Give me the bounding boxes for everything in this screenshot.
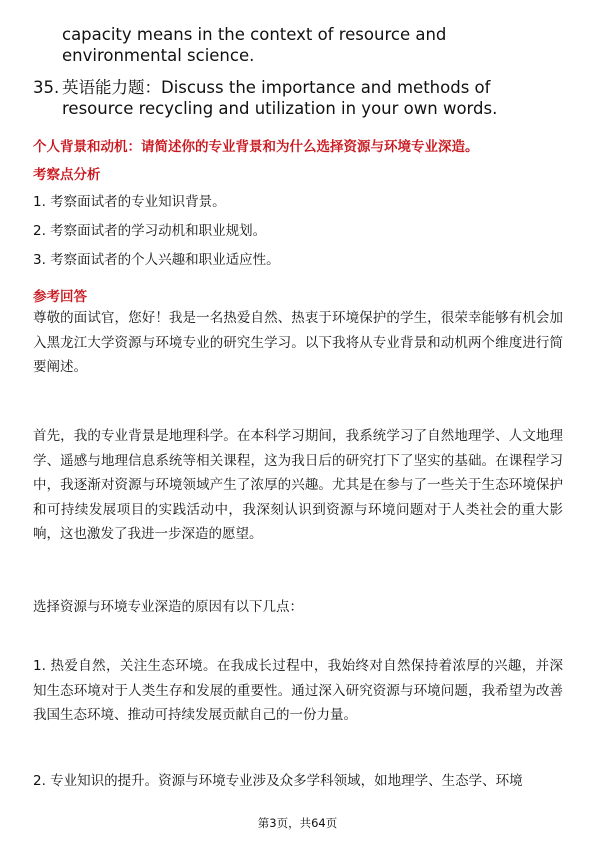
answer-paragraph-3: 选择资源与环境专业深造的原因有以下几点：	[33, 599, 303, 615]
question-35-number: 35.	[33, 78, 60, 97]
page-footer: 第3页，共64页	[257, 816, 338, 830]
answer-paragraph-5: 2. 专业知识的提升。资源与环境专业涉及众多学科领域，如地理学、生态学、环境	[33, 773, 523, 789]
analysis-item-1: 1. 考察面试者的专业知识背景。	[33, 194, 226, 210]
question-heading: 个人背景和动机：请简述你的专业背景和为什么选择资源与环境专业深造。	[33, 139, 479, 155]
analysis-heading: 考察点分析	[33, 167, 101, 183]
answer-paragraph-4: 1. 热爱自然，关注生态环境。在我成长过程中，我始终对自然保持着浓厚的兴趣，并深知生态环境对于人类生存和发展的重要性。通过深入研究资源与环境问题，我希望为改善我国生态环境、推动可持续发展贡献自己的一份力量。	[33, 658, 563, 723]
question-35-text: 英语能力题：Discuss the importance and methods of resource recycling and utilization in your own words.	[62, 78, 498, 118]
analysis-item-2: 2. 考察面试者的学习动机和职业规划。	[33, 223, 267, 239]
answer-heading: 参考回答	[33, 289, 87, 305]
question-34-continuation: capacity means in the context of resource and environmental science.	[62, 25, 447, 65]
answer-paragraph-1: 尊敬的面试官，您好！我是一名热爱自然、热衷于环境保护的学生，很荣幸能够有机会加入黑龙江大学资源与环境专业的研究生学习。以下我将从专业背景和动机两个维度进行简要阐述。	[33, 310, 563, 375]
analysis-item-3: 3. 考察面试者的个人兴趣和职业适应性。	[33, 252, 280, 268]
question-35	[33, 77, 563, 119]
answer-paragraph-2: 首先，我的专业背景是地理科学。在本科学习期间，我系统学习了自然地理学、人文地理学、遥感与地理信息系统等相关课程，这为我日后的研究打下了坚实的基础。在课程学习中，我逐渐对资源与环境领域产生了浓厚的兴趣。尤其是在参与了一些关于生态环境保护和可持续发展项目的实践活动中，我深刻认识到资源与环境问题对于人类社会的重大影响，这也激发了我进一步深造的愿望。	[33, 428, 563, 542]
